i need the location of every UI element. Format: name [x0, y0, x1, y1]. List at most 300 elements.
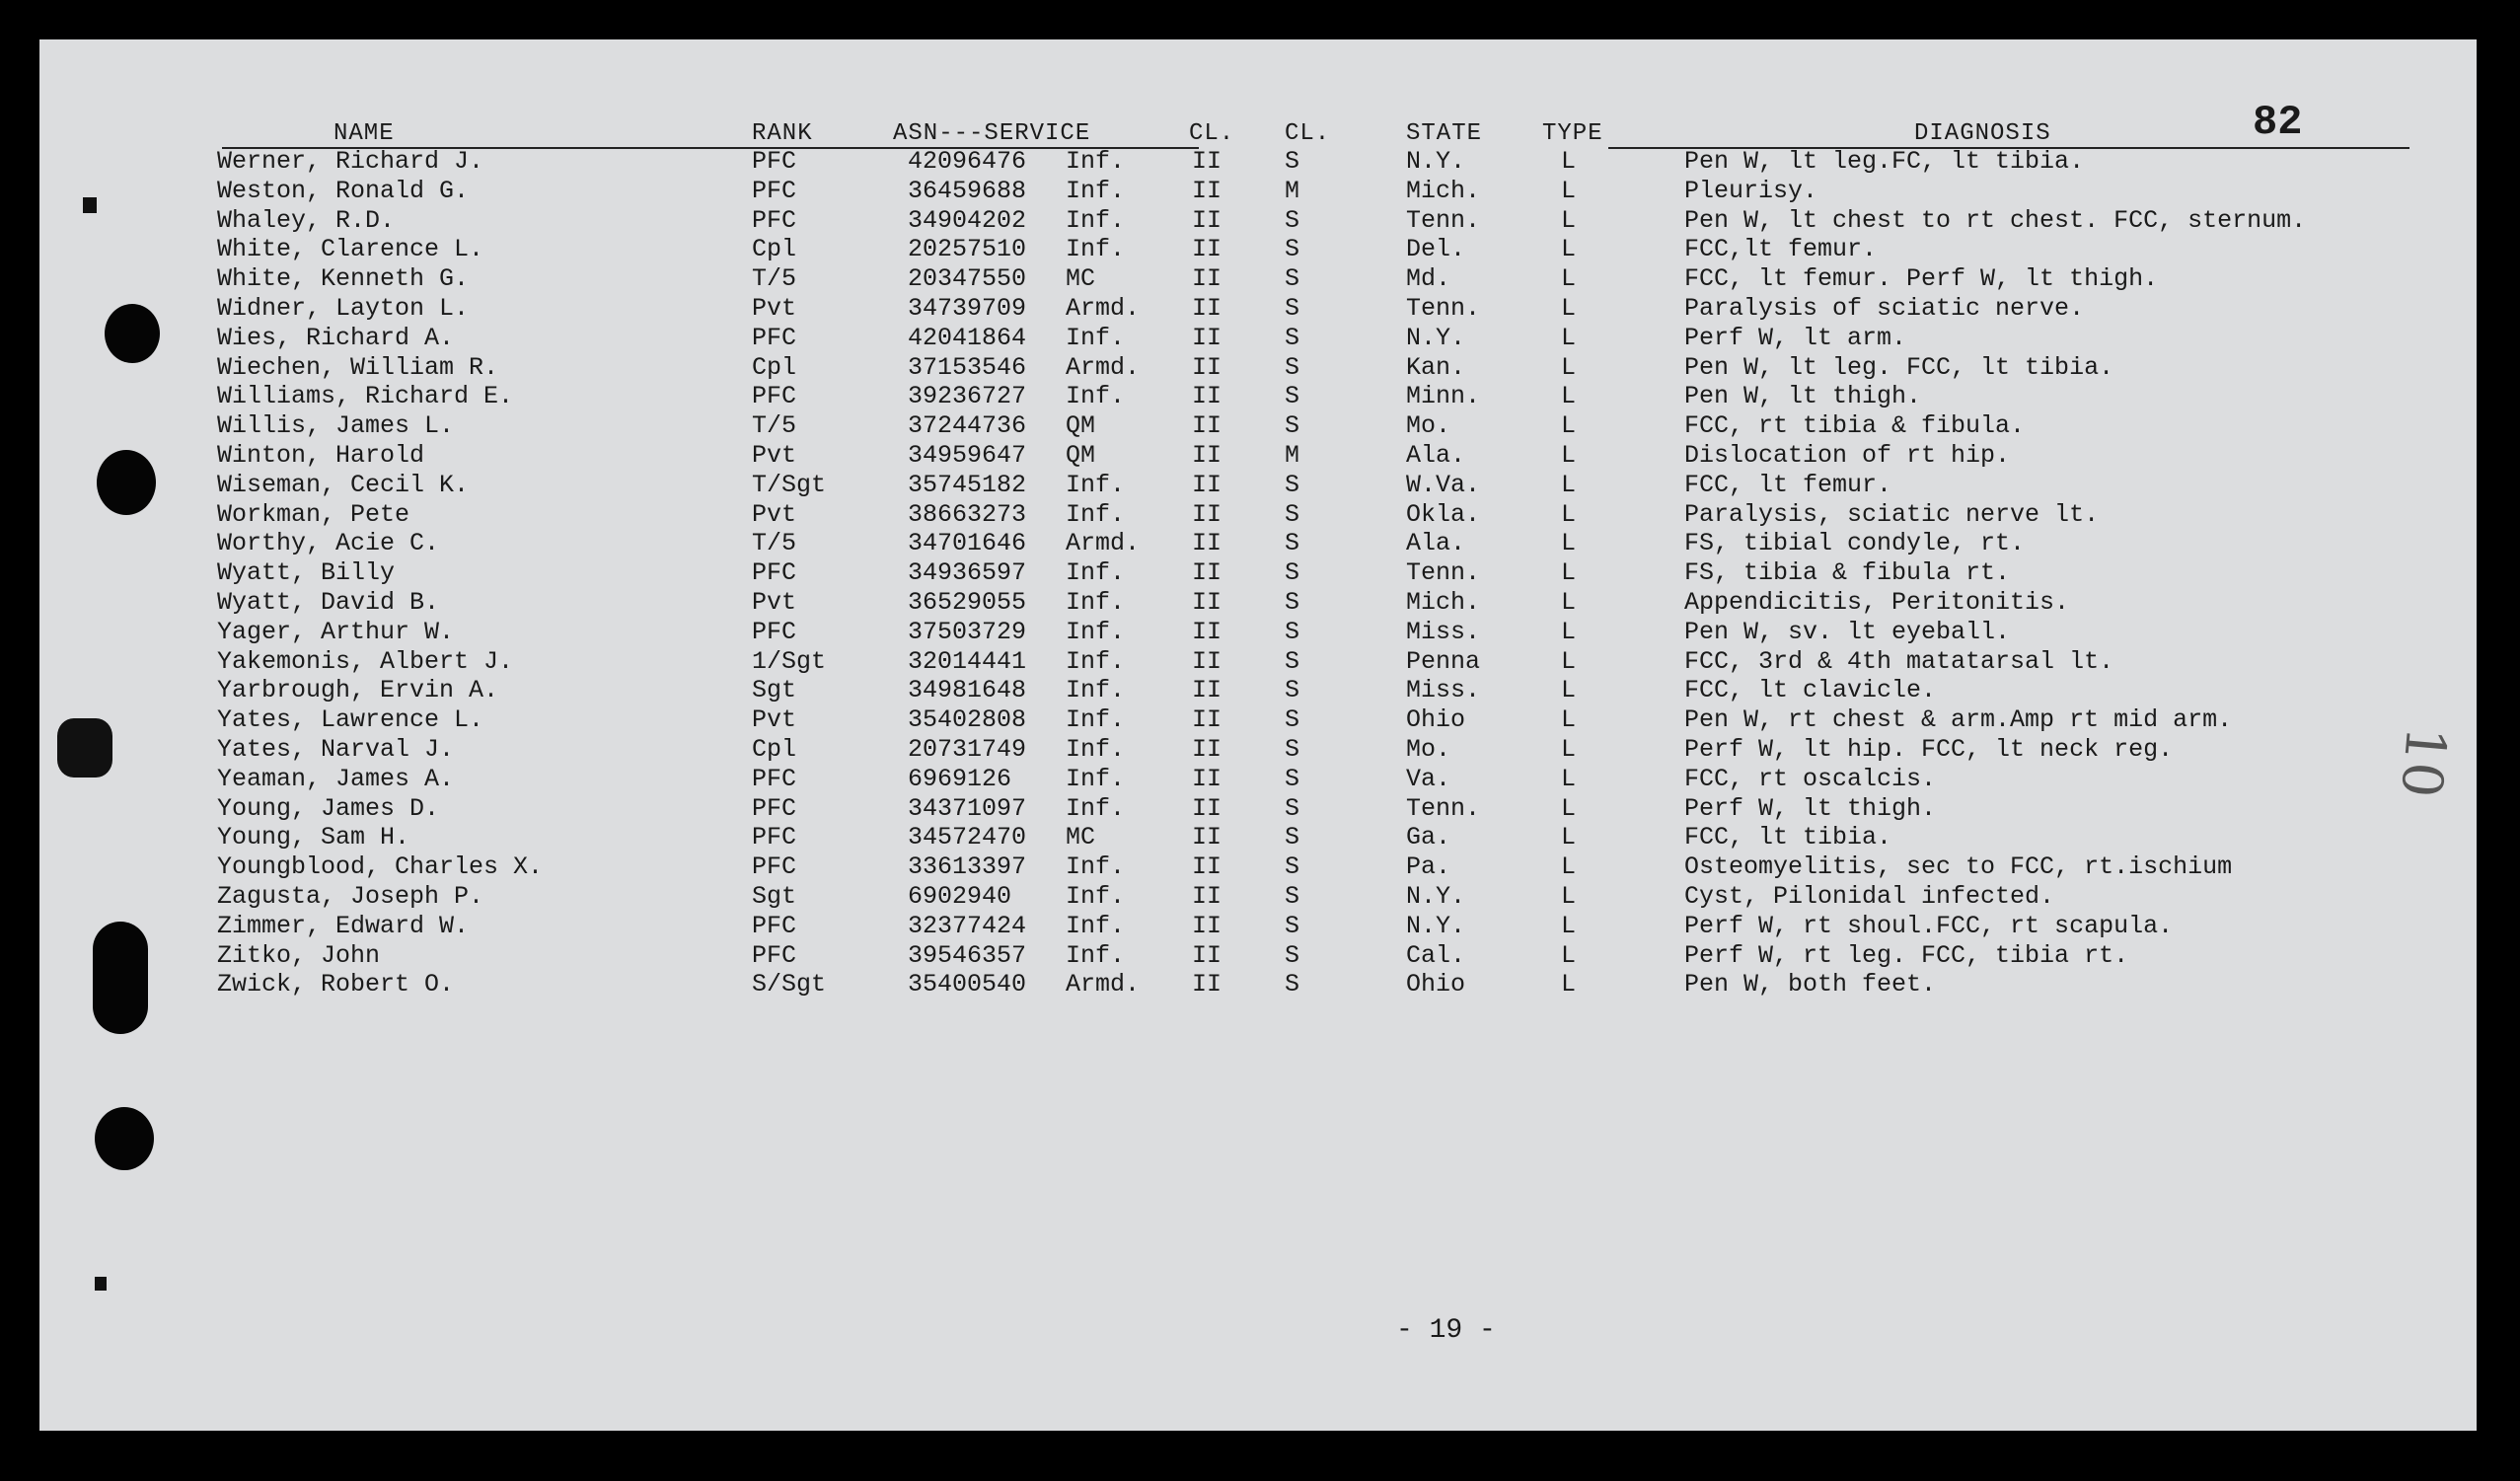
cell-rank: T/Sgt: [752, 470, 827, 499]
header-name: NAME: [334, 120, 395, 147]
cell-diagnosis: Pen W, lt chest to rt chest. FCC, sternum.: [1684, 205, 2307, 235]
cell-type: L: [1561, 352, 1577, 382]
cell-diagnosis: Cyst, Pilonidal infected.: [1684, 882, 2055, 911]
cell-asn: 39236727: [908, 382, 1027, 411]
cell-class-1: II: [1192, 823, 1223, 852]
cell-asn: 34739709: [908, 294, 1027, 323]
cell-state: Ala.: [1406, 441, 1466, 470]
cell-class-1: II: [1192, 499, 1223, 529]
cell-name: Yarbrough, Ervin A.: [217, 676, 499, 705]
cell-name: Zimmer, Edward W.: [217, 911, 470, 940]
cell-rank: Cpl: [752, 735, 797, 764]
cell-state: Pa.: [1406, 852, 1451, 882]
cell-rank: Sgt: [752, 676, 797, 705]
cell-class-2: S: [1285, 147, 1300, 176]
cell-service: Inf.: [1066, 499, 1126, 529]
cell-rank: PFC: [752, 940, 797, 970]
cell-name: Zwick, Robert O.: [217, 970, 455, 1000]
cell-type: L: [1561, 823, 1577, 852]
cell-class-2: S: [1285, 940, 1300, 970]
cell-name: Whaley, R.D.: [217, 205, 396, 235]
cell-asn: 37244736: [908, 411, 1027, 441]
cell-asn: 6902940: [908, 882, 1012, 911]
cell-service: Armd.: [1066, 352, 1141, 382]
cell-service: Inf.: [1066, 176, 1126, 205]
cell-rank: PFC: [752, 147, 797, 176]
cell-type: L: [1561, 294, 1577, 323]
table-row: [39, 529, 2477, 558]
cell-class-1: II: [1192, 911, 1223, 940]
cell-state: Mich.: [1406, 176, 1481, 205]
cell-rank: PFC: [752, 764, 797, 793]
cell-rank: Cpl: [752, 352, 797, 382]
cell-rank: Pvt: [752, 705, 797, 735]
table-row: [39, 471, 2477, 500]
cell-state: Tenn.: [1406, 558, 1481, 588]
cell-name: Youngblood, Charles X.: [217, 852, 544, 882]
cell-name: Wiseman, Cecil K.: [217, 470, 470, 499]
cell-class-1: II: [1192, 147, 1223, 176]
cell-service: Inf.: [1066, 588, 1126, 617]
cell-type: L: [1561, 323, 1577, 352]
cell-service: MC: [1066, 823, 1096, 852]
cell-asn: 38663273: [908, 499, 1027, 529]
cell-state: Kan.: [1406, 352, 1466, 382]
cell-diagnosis: Pen W, lt thigh.: [1684, 382, 1922, 411]
cell-service: Inf.: [1066, 323, 1126, 352]
cell-rank: T/5: [752, 529, 797, 558]
cell-rank: PFC: [752, 793, 797, 823]
cell-type: L: [1561, 235, 1577, 264]
cell-state: Ohio: [1406, 705, 1466, 735]
cell-class-1: II: [1192, 352, 1223, 382]
table-row: [39, 852, 2477, 882]
cell-class-1: II: [1192, 793, 1223, 823]
cell-type: L: [1561, 411, 1577, 441]
cell-asn: 37153546: [908, 352, 1027, 382]
cell-asn: 6969126: [908, 764, 1012, 793]
cell-name: Yeaman, James A.: [217, 764, 455, 793]
cell-class-1: II: [1192, 529, 1223, 558]
table-row: [39, 705, 2477, 735]
cell-diagnosis: Pen W, sv. lt eyeball.: [1684, 617, 2011, 646]
cell-type: L: [1561, 970, 1577, 1000]
cell-asn: 34572470: [908, 823, 1027, 852]
cell-service: Inf.: [1066, 676, 1126, 705]
cell-asn: 20257510: [908, 235, 1027, 264]
header-asn-service: ASN---SERVICE: [893, 120, 1091, 147]
cell-diagnosis: Paralysis, sciatic nerve lt.: [1684, 499, 2100, 529]
cell-class-1: II: [1192, 323, 1223, 352]
cell-class-2: S: [1285, 323, 1300, 352]
cell-class-2: S: [1285, 823, 1300, 852]
cell-diagnosis: Pen W, lt leg.FC, lt tibia.: [1684, 147, 2085, 176]
table-row: [39, 382, 2477, 411]
cell-state: Va.: [1406, 764, 1451, 793]
cell-class-1: II: [1192, 558, 1223, 588]
table-row: [39, 823, 2477, 852]
cell-asn: 36459688: [908, 176, 1027, 205]
header-diagnosis: DIAGNOSIS: [1914, 120, 2051, 147]
cell-type: L: [1561, 588, 1577, 617]
cell-asn: 20347550: [908, 264, 1027, 294]
cell-diagnosis: Perf W, rt shoul.FCC, rt scapula.: [1684, 911, 2174, 940]
cell-state: Cal.: [1406, 940, 1466, 970]
cell-asn: 33613397: [908, 852, 1027, 882]
cell-type: L: [1561, 147, 1577, 176]
cell-service: Inf.: [1066, 911, 1126, 940]
cell-name: White, Kenneth G.: [217, 264, 470, 294]
cell-state: Ohio: [1406, 970, 1466, 1000]
cell-diagnosis: FCC, rt tibia & fibula.: [1684, 411, 2026, 441]
table-row: [39, 294, 2477, 324]
table-row: [39, 588, 2477, 618]
punch-hole: [95, 1107, 154, 1170]
table-row: [39, 206, 2477, 236]
cell-service: Armd.: [1066, 529, 1141, 558]
cell-diagnosis: Pen W, both feet.: [1684, 970, 1937, 1000]
cell-state: W.Va.: [1406, 470, 1481, 499]
table-row: [39, 441, 2477, 471]
cell-type: L: [1561, 676, 1577, 705]
cell-service: Inf.: [1066, 764, 1126, 793]
cell-diagnosis: Pen W, lt leg. FCC, lt tibia.: [1684, 352, 2114, 382]
cell-service: Inf.: [1066, 940, 1126, 970]
cell-service: QM: [1066, 441, 1096, 470]
cell-asn: 35745182: [908, 470, 1027, 499]
cell-name: Williams, Richard E.: [217, 382, 514, 411]
cell-type: L: [1561, 646, 1577, 676]
cell-name: Yates, Lawrence L.: [217, 705, 484, 735]
cell-class-2: S: [1285, 382, 1300, 411]
cell-asn: 35402808: [908, 705, 1027, 735]
cell-name: Yager, Arthur W.: [217, 617, 455, 646]
cell-class-2: S: [1285, 470, 1300, 499]
cell-class-2: S: [1285, 558, 1300, 588]
header-rank: RANK: [752, 120, 813, 147]
cell-diagnosis: Perf W, lt arm.: [1684, 323, 1907, 352]
cell-class-2: S: [1285, 970, 1300, 1000]
cell-service: Inf.: [1066, 882, 1126, 911]
cell-class-2: S: [1285, 705, 1300, 735]
cell-diagnosis: Perf W, rt leg. FCC, tibia rt.: [1684, 940, 2129, 970]
cell-state: N.Y.: [1406, 911, 1466, 940]
cell-name: Wiechen, William R.: [217, 352, 499, 382]
cell-state: Miss.: [1406, 676, 1481, 705]
cell-state: Del.: [1406, 235, 1466, 264]
cell-diagnosis: Appendicitis, Peritonitis.: [1684, 588, 2070, 617]
cell-diagnosis: Perf W, lt hip. FCC, lt neck reg.: [1684, 735, 2174, 764]
cell-service: Inf.: [1066, 235, 1126, 264]
cell-class-2: S: [1285, 529, 1300, 558]
cell-class-2: S: [1285, 793, 1300, 823]
cell-rank: Pvt: [752, 499, 797, 529]
cell-asn: 34936597: [908, 558, 1027, 588]
table-row: [39, 177, 2477, 206]
cell-rank: Pvt: [752, 294, 797, 323]
cell-type: L: [1561, 617, 1577, 646]
table-row: [39, 353, 2477, 383]
cell-type: L: [1561, 735, 1577, 764]
cell-asn: 42041864: [908, 323, 1027, 352]
cell-name: Young, James D.: [217, 793, 440, 823]
cell-type: L: [1561, 205, 1577, 235]
cell-service: Inf.: [1066, 558, 1126, 588]
cell-class-1: II: [1192, 852, 1223, 882]
cell-type: L: [1561, 529, 1577, 558]
cell-asn: 39546357: [908, 940, 1027, 970]
cell-class-2: S: [1285, 205, 1300, 235]
table-row: [39, 941, 2477, 971]
cell-class-2: S: [1285, 646, 1300, 676]
cell-service: Inf.: [1066, 852, 1126, 882]
table-row: [39, 411, 2477, 441]
cell-class-1: II: [1192, 205, 1223, 235]
cell-class-1: II: [1192, 411, 1223, 441]
table-row: [39, 558, 2477, 588]
cell-class-1: II: [1192, 676, 1223, 705]
cell-state: Minn.: [1406, 382, 1481, 411]
cell-class-1: II: [1192, 970, 1223, 1000]
table-row: [39, 647, 2477, 677]
cell-name: Zitko, John: [217, 940, 381, 970]
cell-class-1: II: [1192, 470, 1223, 499]
cell-name: Widner, Layton L.: [217, 294, 470, 323]
cell-class-2: S: [1285, 588, 1300, 617]
cell-service: Inf.: [1066, 617, 1126, 646]
cell-service: Inf.: [1066, 793, 1126, 823]
cell-type: L: [1561, 793, 1577, 823]
cell-type: L: [1561, 940, 1577, 970]
page-number: 82: [2253, 99, 2303, 146]
cell-rank: 1/Sgt: [752, 646, 827, 676]
cell-name: White, Clarence L.: [217, 235, 484, 264]
cell-state: N.Y.: [1406, 882, 1466, 911]
cell-name: Winton, Harold: [217, 441, 425, 470]
cell-service: Inf.: [1066, 147, 1126, 176]
cell-diagnosis: FCC, lt femur.: [1684, 470, 1892, 499]
cell-type: L: [1561, 264, 1577, 294]
cell-state: Tenn.: [1406, 294, 1481, 323]
binding-mark: [95, 1277, 107, 1291]
cell-class-2: S: [1285, 911, 1300, 940]
cell-asn: 34959647: [908, 441, 1027, 470]
cell-diagnosis: FCC, 3rd & 4th matatarsal lt.: [1684, 646, 2114, 676]
cell-service: Inf.: [1066, 470, 1126, 499]
cell-rank: PFC: [752, 911, 797, 940]
cell-class-1: II: [1192, 764, 1223, 793]
cell-diagnosis: Perf W, lt thigh.: [1684, 793, 1937, 823]
cell-rank: Pvt: [752, 588, 797, 617]
cell-class-1: II: [1192, 235, 1223, 264]
table-row: [39, 235, 2477, 264]
cell-service: Inf.: [1066, 646, 1126, 676]
cell-class-2: S: [1285, 676, 1300, 705]
cell-class-2: S: [1285, 617, 1300, 646]
cell-rank: PFC: [752, 558, 797, 588]
cell-state: Ga.: [1406, 823, 1451, 852]
table-row: [39, 794, 2477, 824]
header-type: TYPE: [1542, 120, 1603, 147]
cell-class-1: II: [1192, 441, 1223, 470]
cell-class-1: II: [1192, 940, 1223, 970]
cell-class-2: S: [1285, 294, 1300, 323]
table-row: [39, 324, 2477, 353]
cell-class-1: II: [1192, 617, 1223, 646]
cell-rank: Sgt: [752, 882, 797, 911]
table-row: [39, 882, 2477, 912]
cell-type: L: [1561, 911, 1577, 940]
cell-rank: T/5: [752, 264, 797, 294]
cell-class-1: II: [1192, 176, 1223, 205]
cell-class-2: S: [1285, 735, 1300, 764]
cell-rank: PFC: [752, 823, 797, 852]
cell-state: Tenn.: [1406, 205, 1481, 235]
cell-name: Zagusta, Joseph P.: [217, 882, 484, 911]
cell-class-1: II: [1192, 735, 1223, 764]
cell-state: Mo.: [1406, 735, 1451, 764]
cell-name: Young, Sam H.: [217, 823, 410, 852]
cell-state: Miss.: [1406, 617, 1481, 646]
cell-class-1: II: [1192, 588, 1223, 617]
cell-service: Inf.: [1066, 735, 1126, 764]
table-row: [39, 970, 2477, 1000]
folio-number: - 19 -: [1396, 1315, 1496, 1346]
table-row: [39, 500, 2477, 530]
cell-type: L: [1561, 558, 1577, 588]
cell-class-2: S: [1285, 264, 1300, 294]
cell-rank: PFC: [752, 176, 797, 205]
cell-type: L: [1561, 382, 1577, 411]
cell-class-1: II: [1192, 264, 1223, 294]
cell-rank: PFC: [752, 323, 797, 352]
cell-asn: 42096476: [908, 147, 1027, 176]
cell-class-1: II: [1192, 294, 1223, 323]
cell-state: Penna: [1406, 646, 1481, 676]
cell-diagnosis: Dislocation of rt hip.: [1684, 441, 2011, 470]
cell-class-2: S: [1285, 852, 1300, 882]
cell-asn: 20731749: [908, 735, 1027, 764]
table-row: [39, 147, 2477, 177]
header-class-1: CL.: [1189, 120, 1235, 147]
cell-class-1: II: [1192, 382, 1223, 411]
cell-name: Yakemonis, Albert J.: [217, 646, 514, 676]
cell-asn: 36529055: [908, 588, 1027, 617]
cell-rank: PFC: [752, 617, 797, 646]
header-state: STATE: [1406, 120, 1483, 147]
table-row: [39, 912, 2477, 941]
cell-class-1: II: [1192, 646, 1223, 676]
cell-diagnosis: Osteomyelitis, sec to FCC, rt.ischium: [1684, 852, 2233, 882]
cell-class-2: M: [1285, 441, 1300, 470]
cell-class-2: S: [1285, 882, 1300, 911]
cell-state: Mich.: [1406, 588, 1481, 617]
cell-name: Wyatt, Billy: [217, 558, 396, 588]
cell-asn: 34904202: [908, 205, 1027, 235]
cell-type: L: [1561, 705, 1577, 735]
cell-asn: 32014441: [908, 646, 1027, 676]
cell-asn: 32377424: [908, 911, 1027, 940]
cell-name: Weston, Ronald G.: [217, 176, 470, 205]
table-row: [39, 735, 2477, 765]
document-page: [39, 39, 2477, 1431]
cell-rank: S/Sgt: [752, 970, 827, 1000]
cell-type: L: [1561, 852, 1577, 882]
cell-diagnosis: FCC, rt oscalcis.: [1684, 764, 1937, 793]
cell-type: L: [1561, 176, 1577, 205]
cell-diagnosis: Pleurisy.: [1684, 176, 1818, 205]
cell-state: N.Y.: [1406, 147, 1466, 176]
cell-service: Armd.: [1066, 294, 1141, 323]
cell-diagnosis: FCC, lt femur. Perf W, lt thigh.: [1684, 264, 2159, 294]
cell-name: Yates, Narval J.: [217, 735, 455, 764]
cell-rank: PFC: [752, 205, 797, 235]
cell-type: L: [1561, 764, 1577, 793]
cell-diagnosis: FCC, lt clavicle.: [1684, 676, 1937, 705]
cell-type: L: [1561, 499, 1577, 529]
cell-state: Mo.: [1406, 411, 1451, 441]
cell-service: MC: [1066, 264, 1096, 294]
cell-state: N.Y.: [1406, 323, 1466, 352]
cell-service: Inf.: [1066, 705, 1126, 735]
cell-rank: Cpl: [752, 235, 797, 264]
cell-class-2: S: [1285, 764, 1300, 793]
cell-state: Md.: [1406, 264, 1451, 294]
cell-class-1: II: [1192, 882, 1223, 911]
cell-state: Ala.: [1406, 529, 1466, 558]
cell-diagnosis: FS, tibia & fibula rt.: [1684, 558, 2011, 588]
cell-service: Inf.: [1066, 205, 1126, 235]
cell-service: Inf.: [1066, 382, 1126, 411]
cell-diagnosis: FCC, lt tibia.: [1684, 823, 1892, 852]
table-row: [39, 765, 2477, 794]
cell-class-2: S: [1285, 411, 1300, 441]
cell-class-2: S: [1285, 235, 1300, 264]
cell-type: L: [1561, 441, 1577, 470]
cell-name: Wies, Richard A.: [217, 323, 455, 352]
cell-asn: 37503729: [908, 617, 1027, 646]
cell-asn: 34981648: [908, 676, 1027, 705]
cell-class-2: S: [1285, 499, 1300, 529]
cell-asn: 34371097: [908, 793, 1027, 823]
table-row: [39, 676, 2477, 705]
cell-diagnosis: Paralysis of sciatic nerve.: [1684, 294, 2085, 323]
cell-name: Wyatt, David B.: [217, 588, 440, 617]
cell-class-1: II: [1192, 705, 1223, 735]
cell-name: Willis, James L.: [217, 411, 455, 441]
header-class-2: CL.: [1285, 120, 1331, 147]
cell-asn: 35400540: [908, 970, 1027, 1000]
cell-diagnosis: FCC,lt femur.: [1684, 235, 1878, 264]
cell-state: Tenn.: [1406, 793, 1481, 823]
cell-class-2: S: [1285, 352, 1300, 382]
cell-state: Okla.: [1406, 499, 1481, 529]
cell-diagnosis: FS, tibial condyle, rt.: [1684, 529, 2026, 558]
cell-rank: T/5: [752, 411, 797, 441]
cell-name: Workman, Pete: [217, 499, 410, 529]
cell-rank: PFC: [752, 852, 797, 882]
cell-name: Werner, Richard J.: [217, 147, 484, 176]
cell-diagnosis: Pen W, rt chest & arm.Amp rt mid arm.: [1684, 705, 2233, 735]
cell-service: Armd.: [1066, 970, 1141, 1000]
table-row: [39, 618, 2477, 647]
cell-name: Worthy, Acie C.: [217, 529, 440, 558]
cell-class-2: M: [1285, 176, 1300, 205]
cell-type: L: [1561, 470, 1577, 499]
cell-rank: Pvt: [752, 441, 797, 470]
table-row: [39, 264, 2477, 294]
cell-asn: 34701646: [908, 529, 1027, 558]
